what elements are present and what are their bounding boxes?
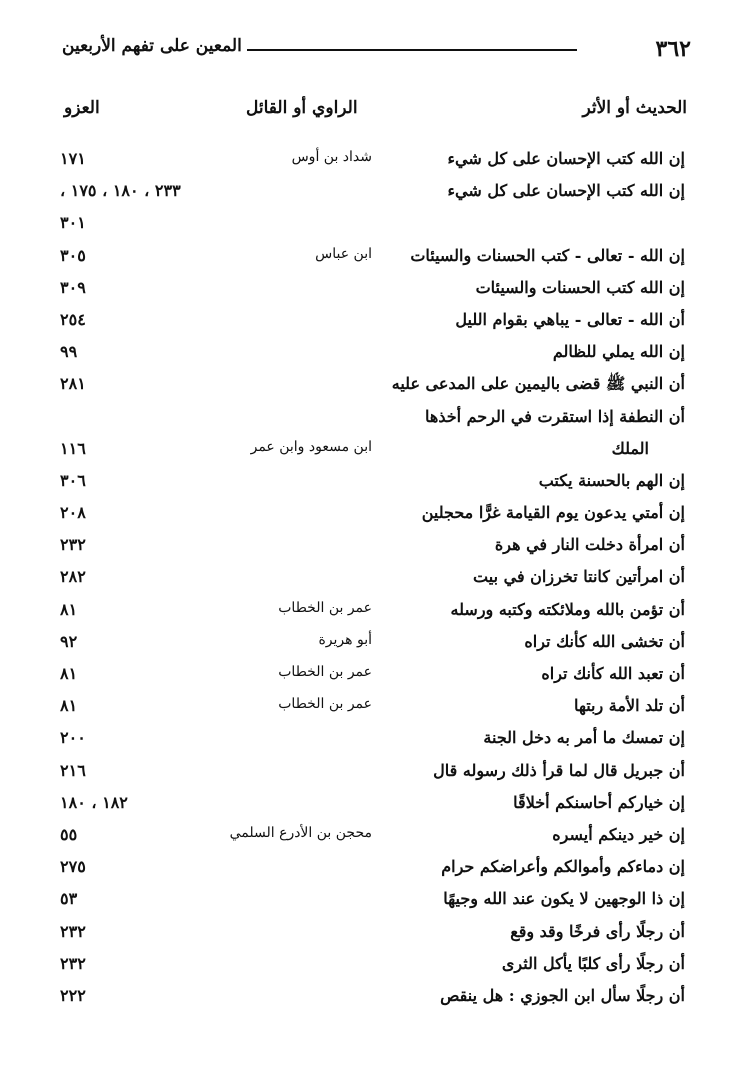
table-row <box>0 338 741 370</box>
column-header-reference: العزو <box>64 98 100 118</box>
hadith-text: إن أمتي يدعون يوم القيامة غرًّا محجلين <box>421 503 685 523</box>
table-row <box>0 660 741 692</box>
page-reference: ٣٠٩ <box>60 277 86 297</box>
table-row <box>0 692 741 724</box>
page-reference: ٣٠٦ <box>60 470 86 490</box>
hadith-text: إن الله كتب الحسنات والسيئات <box>475 277 685 297</box>
page-reference: ٢٣٣ ، ١٨٠ ، ١٧٥ ، <box>60 181 181 201</box>
narrator-name: عمر بن الخطاب <box>278 696 372 713</box>
table-row <box>0 757 741 789</box>
table-row <box>0 724 741 756</box>
hadith-text: إن الله - تعالى - كتب الحسنات والسيئات <box>410 245 685 265</box>
page-reference: ٥٥ <box>60 824 78 844</box>
table-row <box>0 370 741 402</box>
page-reference: ٣٠٥ <box>60 245 86 265</box>
page-reference: ٩٩ <box>60 342 78 362</box>
table-row <box>0 306 741 338</box>
table-row <box>0 982 741 1014</box>
page-reference: ١١٦ <box>60 438 86 458</box>
table-row <box>0 596 741 628</box>
table-row <box>0 403 741 435</box>
running-title: المعين على تفهم الأربعين <box>62 36 242 56</box>
page-reference: ٢٨١ <box>60 374 86 394</box>
column-header-narrator: الراوي أو القائل <box>246 98 358 118</box>
hadith-text: أن امرأتين كانتا تخرزان في بيت <box>473 567 685 587</box>
page-reference: ٩٢ <box>60 631 78 651</box>
page-reference: ٢٨٢ <box>60 567 86 587</box>
page-reference: ١٧١ <box>60 149 86 168</box>
column-header-hadith: الحديث أو الأثر <box>582 98 687 118</box>
hadith-text: الملك <box>611 438 649 458</box>
table-row <box>0 821 741 853</box>
column-headers <box>0 98 741 128</box>
table-row <box>0 209 741 241</box>
hadith-text: إن خير دينكم أيسره <box>552 824 685 844</box>
table-row <box>0 274 741 306</box>
page-reference: ٨١ <box>60 696 78 716</box>
page-reference: ١٨٢ ، ١٨٠ <box>60 792 128 812</box>
hadith-text: أن الله - تعالى - يباهي بقوام الليل <box>455 309 685 329</box>
page-reference: ٢٧٥ <box>60 857 86 877</box>
page-reference: ٢٥٤ <box>60 309 86 329</box>
hadith-text: أن رجلًا رأى كلبًا يأكل الثرى <box>501 953 685 973</box>
table-row <box>0 242 741 274</box>
table-row <box>0 885 741 917</box>
page-reference: ٣٠١ <box>60 213 86 233</box>
page-reference: ٢٣٢ <box>60 953 86 973</box>
page-number: ٣٦٢ <box>655 36 691 62</box>
page-reference: ٢٣٢ <box>60 921 86 941</box>
hadith-text: أن رجلًا سأل ابن الجوزي : هل ينقص <box>440 985 685 1005</box>
hadith-text: إن دماءكم وأموالكم وأعراضكم حرام <box>441 857 685 877</box>
hadith-text: أن تعبد الله كأنك تراه <box>541 664 685 683</box>
page-reference: ٢٠٨ <box>60 503 86 523</box>
narrator-name: شداد بن أوس <box>291 149 372 165</box>
narrator-name: محجن بن الأدرع السلمي <box>229 824 372 841</box>
hadith-text: أن جبريل قال لما قرأ ذلك رسوله قال <box>433 760 685 780</box>
hadith-text: أن تؤمن بالله وملائكته وكتبه ورسله <box>450 599 685 619</box>
narrator-name: أبو هريرة <box>318 631 372 648</box>
narrator-name: ابن عباس <box>315 245 372 262</box>
hadith-text: إن خياركم أحاسنكم أخلاقًا <box>513 792 685 812</box>
page-reference: ٢٠٠ <box>60 728 86 748</box>
hadith-text: إن ذا الوجهين لا يكون عند الله وجيهًا <box>443 889 685 909</box>
page-reference: ٨١ <box>60 599 78 619</box>
page-reference: ٢٢٢ <box>60 985 86 1005</box>
header-rule <box>247 49 577 51</box>
hadith-text: أن تخشى الله كأنك تراه <box>524 631 685 651</box>
table-row <box>0 789 741 821</box>
hadith-text: أن تلد الأمة ربتها <box>573 696 685 716</box>
page-reference: ٢٣٢ <box>60 535 86 555</box>
hadith-text: إن الله كتب الإحسان على كل شيء <box>447 149 685 168</box>
hadith-text: أن النطفة إذا استقرت في الرحم أخذها <box>425 406 685 426</box>
page-reference: ٥٣ <box>60 889 78 909</box>
table-row <box>0 145 741 177</box>
table-row <box>0 531 741 563</box>
hadith-text: إن تمسك ما أمر به دخل الجنة <box>483 728 685 748</box>
hadith-text: أن النبي ﷺ قضى باليمين على المدعى عليه <box>391 374 685 394</box>
table-row <box>0 563 741 595</box>
table-row <box>0 177 741 209</box>
table-row <box>0 467 741 499</box>
index-table <box>0 145 741 1014</box>
table-row <box>0 950 741 982</box>
narrator-name: ابن مسعود وابن عمر <box>250 438 372 455</box>
hadith-text: إن الله يملي للظالم <box>552 342 685 362</box>
hadith-text: أن رجلًا رأى فرخًا وقد وقع <box>510 921 685 941</box>
page-reference: ٢١٦ <box>60 760 86 780</box>
hadith-text: إن الهم بالحسنة يكتب <box>538 470 685 490</box>
table-row <box>0 918 741 950</box>
page-reference: ٨١ <box>60 664 78 683</box>
hadith-text: إن الله كتب الإحسان على كل شيء <box>447 181 685 201</box>
table-row <box>0 499 741 531</box>
table-row <box>0 628 741 660</box>
table-row <box>0 853 741 885</box>
narrator-name: عمر بن الخطاب <box>278 599 372 616</box>
narrator-name: عمر بن الخطاب <box>278 664 372 680</box>
table-row <box>0 435 741 467</box>
hadith-text: أن امرأة دخلت النار في هرة <box>494 535 685 555</box>
